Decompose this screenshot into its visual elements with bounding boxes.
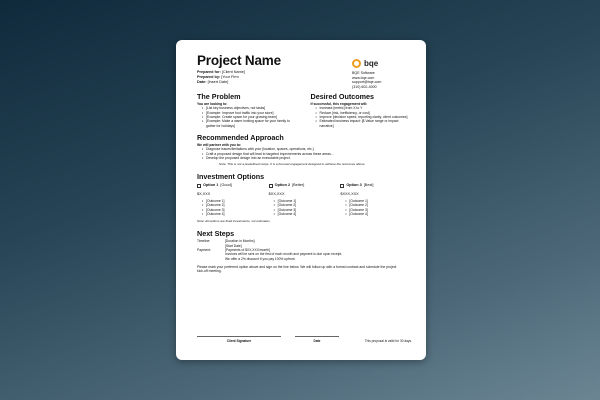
logo-wordmark: bqe [364, 59, 379, 68]
outcomes-list [311, 106, 413, 127]
prepared-by: Prepared by: [Your Firm [197, 75, 239, 79]
problem-list [197, 106, 299, 127]
next-steps-heading: Next Steps [197, 229, 235, 239]
bqe-logo-icon [352, 59, 361, 68]
list-item: • [Outcome 1] [206, 199, 269, 203]
timeline-label: Timeline: [197, 239, 211, 244]
option-outcomes [340, 199, 412, 216]
company-name: BQE Software [352, 71, 375, 75]
investment-note: Note: All options are fixed investments, not estimates. [197, 219, 271, 224]
list-item: • Diagnose issues/limitations with your [location, spaces, operations, etc.] [206, 147, 412, 151]
option-price: $XXX,XXX [340, 192, 359, 197]
company-website: www.bqe.com [352, 75, 375, 80]
closing-text: Please mark your preferred option above and sign on the line below. We will follow up with a formal contract and schedule the project kick-off meeting. [197, 264, 397, 274]
document-date: Date: [Insert Date] [197, 80, 229, 84]
list-item: • Reduce [risk, inefficiency, or cost] [320, 111, 413, 115]
list-item: • Craft a proposed design that will lead to targeted improvements across these areas... [206, 152, 412, 156]
start-date-value: [Start Date] [225, 243, 242, 248]
payment-terms: Invoices will be sent on the first of each month and payment is due upon receipt. [225, 252, 343, 257]
option-label: Option 2 [274, 183, 291, 188]
validity-note: This proposal is valid for 30 days. [364, 339, 412, 343]
list-item: • [List key business objectives, not tasks] [206, 106, 299, 110]
list-item: • [Outcome 3] [206, 208, 269, 212]
list-item: • [Outcome 4] [278, 212, 341, 216]
outcomes-intro: If successful, this engagement will: [310, 102, 368, 106]
option-outcomes [269, 199, 341, 216]
option-tier: [Good] [220, 183, 232, 188]
problem-intro: You are looking to: [197, 102, 228, 106]
document-title: Project Name [197, 53, 281, 68]
investment-heading: Investment Options [197, 172, 265, 182]
list-item: • [Outcome 3] [278, 208, 341, 212]
list-item: • [Outcome 2] [206, 203, 269, 207]
option-1 [197, 183, 269, 216]
signature-area [197, 336, 412, 343]
payment-label: Payment: [197, 247, 211, 252]
option-2 [269, 183, 341, 216]
investment-options [197, 183, 412, 216]
next-steps-section [197, 229, 412, 273]
option-1-checkbox[interactable] [197, 184, 201, 188]
problem-heading: The Problem [197, 92, 241, 101]
list-item: • [Outcome 1] [349, 199, 412, 203]
approach-section [197, 133, 412, 166]
approach-list [197, 147, 412, 160]
company-phone: (310) 602-4000 [352, 84, 377, 89]
list-item: • Improve [decision speed, reporting clarity, client outcomes] [320, 115, 413, 119]
option-tier: [Better] [292, 183, 305, 188]
timeline-value: [Duration in Months] [225, 239, 255, 244]
option-outcomes [197, 199, 269, 216]
payment-discount: We offer a 2% discount if you pay 100% upfront. [225, 256, 296, 261]
list-item: • [Outcome 1] [278, 199, 341, 203]
outcomes-heading: Desired Outcomes [310, 92, 375, 101]
outcomes-column [311, 92, 413, 128]
company-email: support@bqe.com [352, 80, 382, 85]
approach-intro: We will partner with you to: [197, 142, 242, 147]
problem-column [197, 92, 299, 128]
option-price: $XX,XXX [268, 192, 285, 197]
option-2-checkbox[interactable] [269, 184, 273, 188]
list-item: • [Outcome 3] [349, 208, 412, 212]
list-item: • [Example: Create space for your growing team] [206, 115, 299, 119]
list-item: • Increase [metric] from X to Y [320, 106, 413, 110]
option-tier: [Best] [363, 183, 374, 188]
list-item: • [Example: Make a warm inviting space for your family to gather for holidays] [206, 119, 299, 128]
list-item: • [Outcome 2] [278, 203, 341, 207]
list-item: • [Example: Improve foot traffic into your store] [206, 111, 299, 115]
list-item: • [Outcome 4] [349, 212, 412, 216]
approach-note: Note: This is not a predefined scope. It is a focused engagement designed to achieve the outcomes above. [219, 162, 366, 167]
date-line[interactable]: Date [295, 336, 339, 343]
company-logo-block [352, 59, 410, 89]
proposal-document [176, 40, 426, 360]
next-steps-details [197, 239, 412, 260]
option-label: Option 3 [346, 183, 362, 188]
investment-section [197, 172, 412, 223]
option-price: $X,XXX [197, 192, 211, 197]
option-label: Option 1 [203, 183, 219, 188]
payment-value: [Payments of $XX,XXX/month] [225, 247, 270, 252]
option-3-checkbox[interactable] [340, 184, 344, 188]
list-item: • [Outcome 2] [349, 203, 412, 207]
list-item: • Develop the proposed design into an executable project. [206, 156, 412, 160]
prepared-for: Prepared for: [Client Name] [197, 70, 245, 74]
list-item: • [Outcome 4] [206, 212, 269, 216]
approach-heading: Recommended Approach [197, 132, 284, 142]
list-item: • Estimated business impact: [$ Value range or impact narrative] [320, 119, 413, 128]
problem-outcomes-section [197, 92, 412, 128]
client-signature-line[interactable]: Client Signature [197, 336, 281, 343]
option-3 [340, 183, 412, 216]
